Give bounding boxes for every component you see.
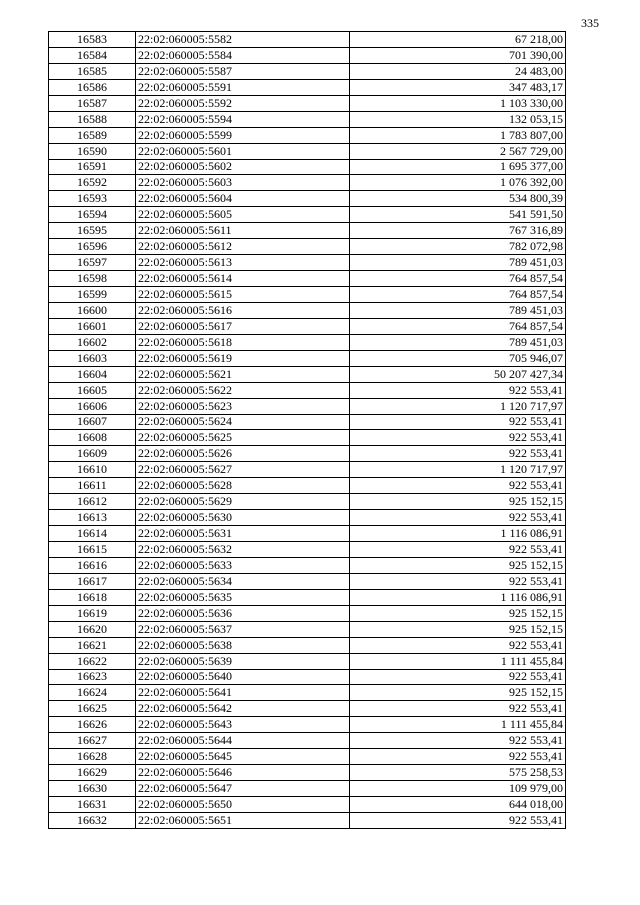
- cadastral-value-cell: 132 053,15: [350, 111, 566, 127]
- cadastral-number-cell: 22:02:060005:5594: [136, 111, 350, 127]
- cadastral-value-cell: 922 553,41: [350, 478, 566, 494]
- cadastral-number-cell: 22:02:060005:5627: [136, 462, 350, 478]
- cadastral-number-cell: 22:02:060005:5631: [136, 526, 350, 542]
- cadastral-value-cell: 1 076 392,00: [350, 175, 566, 191]
- cadastral-value-cell: 764 857,54: [350, 318, 566, 334]
- cadastral-number-cell: 22:02:060005:5650: [136, 797, 350, 813]
- cadastral-value-cell: 922 553,41: [350, 812, 566, 828]
- cadastral-value-cell: 1 120 717,97: [350, 398, 566, 414]
- cadastral-number-cell: 22:02:060005:5584: [136, 47, 350, 63]
- cadastral-number-cell: 22:02:060005:5625: [136, 430, 350, 446]
- table-row: [49, 765, 566, 781]
- cadastral-number-cell: 22:02:060005:5645: [136, 749, 350, 765]
- row-number-cell: 16604: [49, 366, 136, 382]
- table-row: [49, 414, 566, 430]
- cadastral-number-cell: 22:02:060005:5603: [136, 175, 350, 191]
- row-number-cell: 16624: [49, 685, 136, 701]
- table-row: [49, 621, 566, 637]
- cadastral-value-cell: 925 152,15: [350, 605, 566, 621]
- cadastral-number-cell: 22:02:060005:5623: [136, 398, 350, 414]
- cadastral-value-cell: 922 553,41: [350, 382, 566, 398]
- table-row: [49, 191, 566, 207]
- cadastral-value-cell: 922 553,41: [350, 669, 566, 685]
- cadastral-number-cell: 22:02:060005:5636: [136, 605, 350, 621]
- table-body: [49, 32, 566, 829]
- cadastral-value-cell: 2 567 729,00: [350, 143, 566, 159]
- table-row: [49, 271, 566, 287]
- row-number-cell: 16608: [49, 430, 136, 446]
- table-row: [49, 797, 566, 813]
- cadastral-number-cell: 22:02:060005:5642: [136, 701, 350, 717]
- row-number-cell: 16625: [49, 701, 136, 717]
- cadastral-number-cell: 22:02:060005:5582: [136, 32, 350, 48]
- cadastral-number-cell: 22:02:060005:5640: [136, 669, 350, 685]
- cadastral-value-cell: 541 591,50: [350, 207, 566, 223]
- cadastral-value-cell: 1 116 086,91: [350, 526, 566, 542]
- row-number-cell: 16618: [49, 589, 136, 605]
- table-row: [49, 95, 566, 111]
- cadastral-value-cell: 764 857,54: [350, 287, 566, 303]
- cadastral-number-cell: 22:02:060005:5613: [136, 255, 350, 271]
- cadastral-value-cell: 925 152,15: [350, 621, 566, 637]
- row-number-cell: 16606: [49, 398, 136, 414]
- row-number-cell: 16614: [49, 526, 136, 542]
- row-number-cell: 16599: [49, 287, 136, 303]
- cadastral-number-cell: 22:02:060005:5637: [136, 621, 350, 637]
- cadastral-number-cell: 22:02:060005:5644: [136, 733, 350, 749]
- cadastral-value-cell: 701 390,00: [350, 47, 566, 63]
- cadastral-value-cell: 1 695 377,00: [350, 159, 566, 175]
- row-number-cell: 16627: [49, 733, 136, 749]
- row-number-cell: 16631: [49, 797, 136, 813]
- row-number-cell: 16591: [49, 159, 136, 175]
- table-row: [49, 287, 566, 303]
- table-row: [49, 79, 566, 95]
- table-row: [49, 733, 566, 749]
- row-number-cell: 16593: [49, 191, 136, 207]
- table-row: [49, 637, 566, 653]
- table-row: [49, 159, 566, 175]
- table-row: [49, 63, 566, 79]
- cadastral-number-cell: 22:02:060005:5626: [136, 446, 350, 462]
- row-number-cell: 16583: [49, 32, 136, 48]
- cadastral-number-cell: 22:02:060005:5616: [136, 302, 350, 318]
- cadastral-value-cell: 922 553,41: [350, 637, 566, 653]
- row-number-cell: 16621: [49, 637, 136, 653]
- cadastral-number-cell: 22:02:060005:5624: [136, 414, 350, 430]
- cadastral-number-cell: 22:02:060005:5635: [136, 589, 350, 605]
- table-row: [49, 685, 566, 701]
- row-number-cell: 16589: [49, 127, 136, 143]
- cadastral-value-cell: 347 483,17: [350, 79, 566, 95]
- cadastral-number-cell: 22:02:060005:5614: [136, 271, 350, 287]
- table-row: [49, 589, 566, 605]
- cadastral-number-cell: 22:02:060005:5647: [136, 781, 350, 797]
- cadastral-value-cell: 534 800,39: [350, 191, 566, 207]
- cadastral-value-cell: 922 553,41: [350, 510, 566, 526]
- table-row: [49, 47, 566, 63]
- table-row: [49, 239, 566, 255]
- row-number-cell: 16613: [49, 510, 136, 526]
- cadastral-value-table: [48, 31, 566, 829]
- cadastral-number-cell: 22:02:060005:5604: [136, 191, 350, 207]
- cadastral-value-cell: 50 207 427,34: [350, 366, 566, 382]
- cadastral-value-cell: 922 553,41: [350, 430, 566, 446]
- row-number-cell: 16588: [49, 111, 136, 127]
- cadastral-value-cell: 24 483,00: [350, 63, 566, 79]
- row-number-cell: 16611: [49, 478, 136, 494]
- cadastral-value-cell: 1 111 455,84: [350, 717, 566, 733]
- cadastral-value-cell: 922 553,41: [350, 542, 566, 558]
- row-number-cell: 16592: [49, 175, 136, 191]
- table-row: [49, 669, 566, 685]
- cadastral-number-cell: 22:02:060005:5611: [136, 223, 350, 239]
- table-row: [49, 701, 566, 717]
- cadastral-value-cell: 1 783 807,00: [350, 127, 566, 143]
- cadastral-value-cell: 789 451,03: [350, 255, 566, 271]
- cadastral-number-cell: 22:02:060005:5628: [136, 478, 350, 494]
- cadastral-number-cell: 22:02:060005:5651: [136, 812, 350, 828]
- cadastral-value-cell: 575 258,53: [350, 765, 566, 781]
- table-row: [49, 32, 566, 48]
- table-row: [49, 494, 566, 510]
- row-number-cell: 16615: [49, 542, 136, 558]
- cadastral-number-cell: 22:02:060005:5599: [136, 127, 350, 143]
- table-row: [49, 223, 566, 239]
- cadastral-number-cell: 22:02:060005:5630: [136, 510, 350, 526]
- cadastral-value-cell: 922 553,41: [350, 446, 566, 462]
- row-number-cell: 16598: [49, 271, 136, 287]
- table-row: [49, 350, 566, 366]
- row-number-cell: 16626: [49, 717, 136, 733]
- row-number-cell: 16610: [49, 462, 136, 478]
- cadastral-number-cell: 22:02:060005:5587: [136, 63, 350, 79]
- row-number-cell: 16609: [49, 446, 136, 462]
- table-row: [49, 781, 566, 797]
- cadastral-value-cell: 789 451,03: [350, 302, 566, 318]
- table-row: [49, 398, 566, 414]
- table-row: [49, 478, 566, 494]
- table-row: [49, 143, 566, 159]
- row-number-cell: 16628: [49, 749, 136, 765]
- row-number-cell: 16584: [49, 47, 136, 63]
- table-row: [49, 366, 566, 382]
- table-row: [49, 557, 566, 573]
- row-number-cell: 16585: [49, 63, 136, 79]
- cadastral-number-cell: 22:02:060005:5619: [136, 350, 350, 366]
- cadastral-value-cell: 1 103 330,00: [350, 95, 566, 111]
- row-number-cell: 16632: [49, 812, 136, 828]
- table-row: [49, 111, 566, 127]
- cadastral-number-cell: 22:02:060005:5618: [136, 334, 350, 350]
- row-number-cell: 16630: [49, 781, 136, 797]
- cadastral-value-cell: 644 018,00: [350, 797, 566, 813]
- cadastral-number-cell: 22:02:060005:5621: [136, 366, 350, 382]
- row-number-cell: 16623: [49, 669, 136, 685]
- row-number-cell: 16594: [49, 207, 136, 223]
- table-row: [49, 318, 566, 334]
- cadastral-number-cell: 22:02:060005:5629: [136, 494, 350, 510]
- cadastral-value-cell: 925 152,15: [350, 685, 566, 701]
- cadastral-value-cell: 922 553,41: [350, 414, 566, 430]
- row-number-cell: 16586: [49, 79, 136, 95]
- row-number-cell: 16596: [49, 239, 136, 255]
- row-number-cell: 16590: [49, 143, 136, 159]
- cadastral-value-cell: 767 316,89: [350, 223, 566, 239]
- table-row: [49, 255, 566, 271]
- row-number-cell: 16616: [49, 557, 136, 573]
- row-number-cell: 16603: [49, 350, 136, 366]
- table-row: [49, 573, 566, 589]
- cadastral-number-cell: 22:02:060005:5633: [136, 557, 350, 573]
- cadastral-number-cell: 22:02:060005:5617: [136, 318, 350, 334]
- row-number-cell: 16602: [49, 334, 136, 350]
- row-number-cell: 16622: [49, 653, 136, 669]
- cadastral-number-cell: 22:02:060005:5646: [136, 765, 350, 781]
- cadastral-value-cell: 782 072,98: [350, 239, 566, 255]
- cadastral-value-cell: 789 451,03: [350, 334, 566, 350]
- table-row: [49, 462, 566, 478]
- table-row: [49, 207, 566, 223]
- row-number-cell: 16587: [49, 95, 136, 111]
- cadastral-number-cell: 22:02:060005:5632: [136, 542, 350, 558]
- table-row: [49, 382, 566, 398]
- table-row: [49, 717, 566, 733]
- cadastral-value-cell: 925 152,15: [350, 494, 566, 510]
- row-number-cell: 16612: [49, 494, 136, 510]
- table-row: [49, 605, 566, 621]
- cadastral-number-cell: 22:02:060005:5641: [136, 685, 350, 701]
- table-row: [49, 749, 566, 765]
- cadastral-value-cell: 1 116 086,91: [350, 589, 566, 605]
- cadastral-number-cell: 22:02:060005:5601: [136, 143, 350, 159]
- cadastral-number-cell: 22:02:060005:5602: [136, 159, 350, 175]
- cadastral-number-cell: 22:02:060005:5643: [136, 717, 350, 733]
- table-row: [49, 175, 566, 191]
- cadastral-number-cell: 22:02:060005:5615: [136, 287, 350, 303]
- row-number-cell: 16595: [49, 223, 136, 239]
- cadastral-value-cell: 922 553,41: [350, 701, 566, 717]
- table-row: [49, 127, 566, 143]
- row-number-cell: 16619: [49, 605, 136, 621]
- cadastral-value-cell: 922 553,41: [350, 749, 566, 765]
- cadastral-value-cell: 1 111 455,84: [350, 653, 566, 669]
- table-row: [49, 542, 566, 558]
- table-row: [49, 430, 566, 446]
- row-number-cell: 16601: [49, 318, 136, 334]
- cadastral-value-cell: 922 553,41: [350, 733, 566, 749]
- table-row: [49, 334, 566, 350]
- table-row: [49, 510, 566, 526]
- table-row: [49, 526, 566, 542]
- row-number-cell: 16605: [49, 382, 136, 398]
- row-number-cell: 16620: [49, 621, 136, 637]
- cadastral-value-cell: 925 152,15: [350, 557, 566, 573]
- row-number-cell: 16597: [49, 255, 136, 271]
- row-number-cell: 16607: [49, 414, 136, 430]
- cadastral-number-cell: 22:02:060005:5638: [136, 637, 350, 653]
- row-number-cell: 16600: [49, 302, 136, 318]
- cadastral-value-cell: 705 946,07: [350, 350, 566, 366]
- cadastral-number-cell: 22:02:060005:5634: [136, 573, 350, 589]
- table-row: [49, 446, 566, 462]
- cadastral-value-cell: 67 218,00: [350, 32, 566, 48]
- page-number: 335: [581, 16, 599, 30]
- table-row: [49, 653, 566, 669]
- cadastral-number-cell: 22:02:060005:5612: [136, 239, 350, 255]
- table-row: [49, 812, 566, 828]
- cadastral-value-cell: 1 120 717,97: [350, 462, 566, 478]
- cadastral-number-cell: 22:02:060005:5622: [136, 382, 350, 398]
- row-number-cell: 16629: [49, 765, 136, 781]
- cadastral-number-cell: 22:02:060005:5639: [136, 653, 350, 669]
- cadastral-value-cell: 922 553,41: [350, 573, 566, 589]
- cadastral-value-cell: 109 979,00: [350, 781, 566, 797]
- cadastral-value-cell: 764 857,54: [350, 271, 566, 287]
- row-number-cell: 16617: [49, 573, 136, 589]
- cadastral-number-cell: 22:02:060005:5592: [136, 95, 350, 111]
- cadastral-number-cell: 22:02:060005:5591: [136, 79, 350, 95]
- table-row: [49, 302, 566, 318]
- cadastral-number-cell: 22:02:060005:5605: [136, 207, 350, 223]
